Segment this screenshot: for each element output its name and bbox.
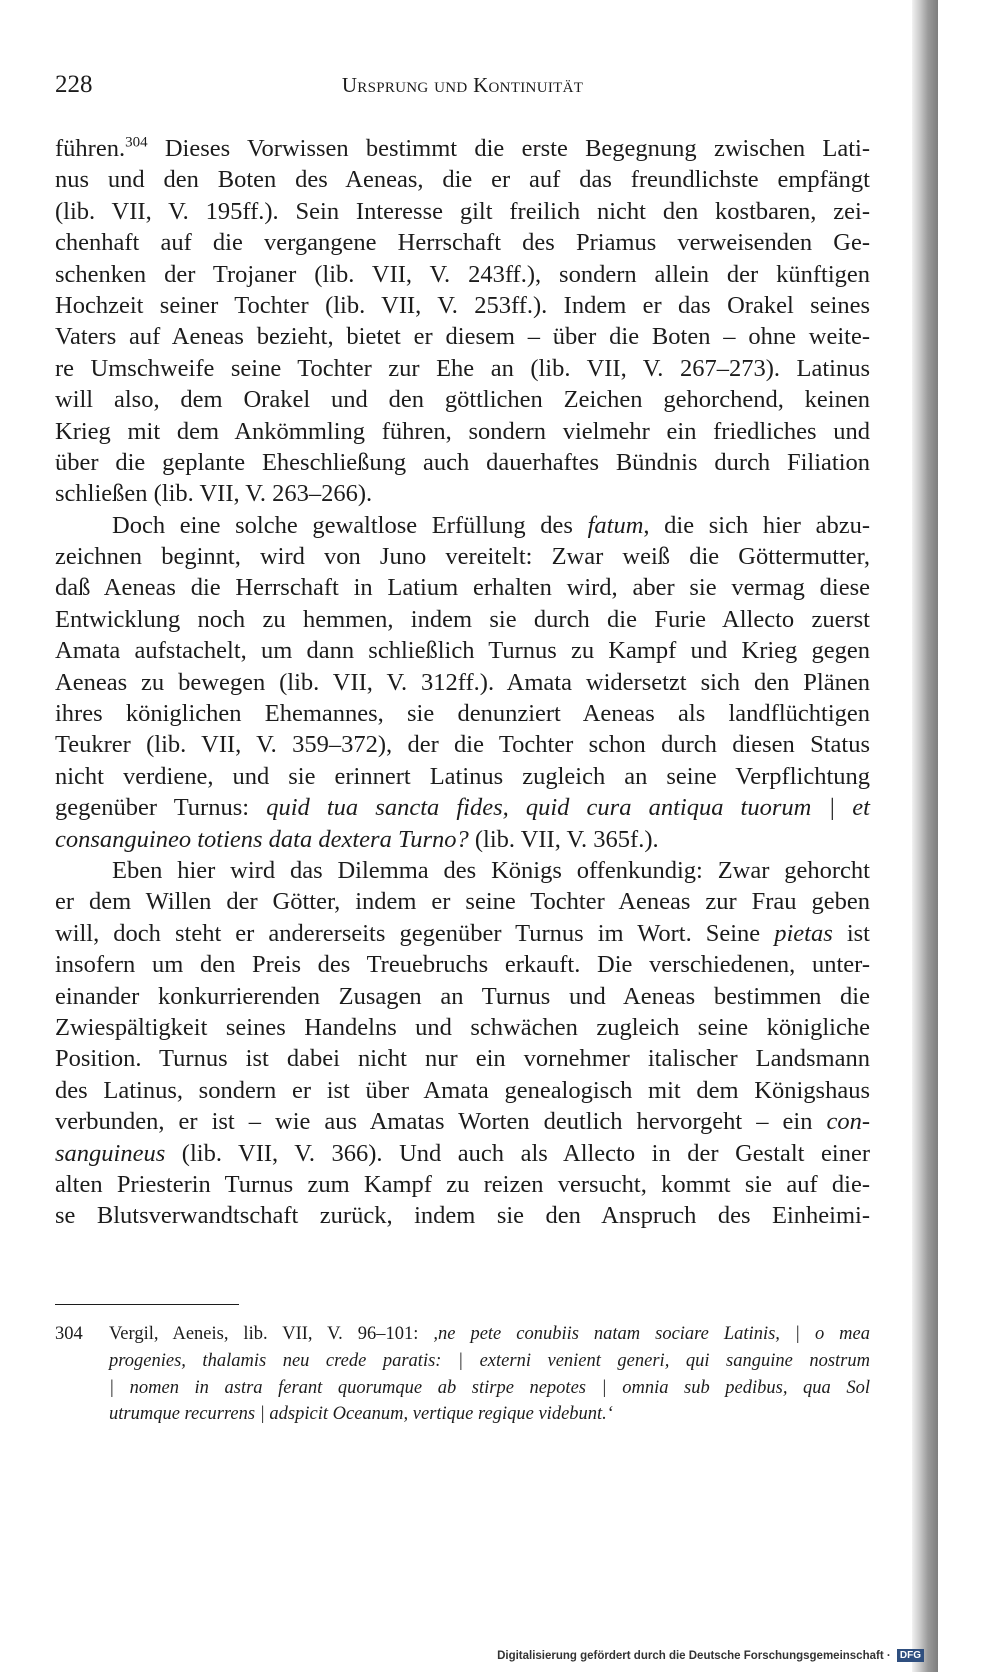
body-line: einander konkurrierenden Zusagen an Turnus und Aeneas bestimmen die	[55, 982, 870, 1010]
footnote-line: Vergil, Aeneis, lib. VII, V. 96–101: ,ne pete conubiis natam sociare Latinis, | o mea	[109, 1324, 870, 1344]
body-line: des Latinus, sondern er ist über Amata genealogisch mit dem Königshaus	[55, 1076, 870, 1104]
body-line: Zwiespältigkeit seines Handelns und schwächen zugleich seine königliche	[55, 1013, 870, 1041]
body-line: chenhaft auf die vergangene Herrschaft des Priamus verweisenden Ge-	[55, 229, 870, 257]
footnote-separator	[55, 1304, 239, 1305]
latin-term: pietas	[774, 919, 833, 947]
body-line: über die geplante Eheschließung auch dauerhaftes Bündnis durch Filiation	[55, 448, 870, 476]
digitization-credit: Digitalisierung gefördert durch die Deutsche Forschungsgemeinschaft · DFG	[497, 1649, 924, 1662]
body-line: will also, dem Orakel und den göttlichen Zeichen gehorchend, keinen	[55, 386, 870, 414]
body-line: Hochzeit seiner Tochter (lib. VII, V. 253ff.). Indem er das Orakel seines	[55, 291, 870, 319]
footnote-text	[109, 1321, 870, 1428]
body-line: re Umschweife seine Tochter zur Ehe an (lib. VII, V. 267–273). Latinus	[55, 354, 870, 382]
body-line: führen.$^{304}$ Dieses Vorwissen bestimmt die erste Begegnung zwischen Lati-	[55, 134, 870, 162]
body-line: schenken der Trojaner (lib. VII, V. 243ff.), sondern allein der künftigen	[55, 260, 870, 288]
body-line: Entwicklung noch zu hemmen, indem sie durch die Furie Allecto zuerst	[55, 605, 870, 633]
body-line: Doch eine solche gewaltlose Erfüllung des fatum, die sich hier abzu-	[112, 511, 870, 539]
page-header	[55, 68, 870, 102]
body-line: alten Priesterin Turnus zum Kampf zu reizen versucht, kommt sie auf die-	[55, 1170, 870, 1198]
latin-term: sanguineus	[55, 1139, 166, 1167]
latin-term: con-	[826, 1108, 870, 1136]
body-line: se Blutsverwandtschaft zurück, indem sie den Anspruch des Einheimi-	[55, 1202, 870, 1230]
latin-term: fatum	[587, 511, 644, 539]
body-line: er dem Willen der Götter, indem er seine Tochter Aeneas zur Frau geben	[55, 888, 870, 916]
footnote-line: | nomen in astra ferant quorumque ab stirpe nepotes | omnia sub pedibus, qua Sol	[109, 1377, 870, 1398]
body-line: Aeneas zu bewegen (lib. VII, V. 312ff.). Amata widersetzt sich den Plänen	[55, 668, 870, 696]
body-line: Krieg mit dem Ankömmling führen, sondern vielmehr ein friedliches und	[55, 417, 870, 445]
footnote-marker: 304	[55, 1324, 83, 1344]
body-line: nus und den Boten des Aeneas, die er auf das freundlichste empfängt	[55, 166, 870, 194]
body-text	[55, 133, 870, 1232]
body-line: verbunden, er ist – wie aus Amatas Worten deutlich hervorgeht – ein con-	[55, 1108, 870, 1136]
dfg-logo: DFG	[897, 1649, 924, 1662]
body-line: gegenüber Turnus: quid tua sancta fides, quid cura antiqua tuorum | et	[55, 794, 870, 822]
body-line: Vaters auf Aeneas bezieht, bietet er diesem – über die Boten – ohne weite-	[55, 323, 870, 351]
running-title: Ursprung und Kontinuität	[341, 73, 584, 97]
body-line: Position. Turnus ist dabei nicht nur ein vornehmer italischer Landsmann	[55, 1045, 870, 1073]
footnote-line: progenies, thalamis neu crede paratis: | externi venient generi, qui sanguine nostrum	[109, 1350, 870, 1371]
body-line: ihres königlichen Ehemannes, sie denunziert Aeneas als landflüchtigen	[55, 700, 870, 728]
latin-quote: quid tua sancta fides, quid cura antiqua tuorum | et	[266, 794, 870, 822]
page-number: 228	[55, 71, 93, 98]
body-line: consanguineo totiens data dextera Turno? (lib. VII, V. 365f.).	[55, 825, 659, 853]
footnote-reference[interactable]: 304	[125, 134, 148, 151]
body-line: sanguineus (lib. VII, V. 366). Und auch als Allecto in der Gestalt einer	[55, 1139, 870, 1167]
body-line: schließen (lib. VII, V. 263–266).	[55, 480, 373, 508]
body-line: will, doch steht er andererseits gegenüber Turnus im Wort. Seine pietas ist	[55, 919, 870, 947]
body-line: (lib. VII, V. 195ff.). Sein Interesse gilt freilich nicht den kostbaren, zei-	[55, 197, 870, 225]
scan-edge-shadow	[912, 0, 938, 1672]
footnote-line: utrumque recurrens | adspicit Oceanum, vertique regique videbunt.‘	[109, 1404, 613, 1425]
latin-quote: ,ne pete conubiis natam sociare Latinis, | o mea	[433, 1324, 870, 1344]
latin-quote: consanguineo totiens data dextera Turno?	[55, 825, 469, 853]
body-line: nicht verdiene, und sie erinnert Latinus zugleich an seine Verpflichtung	[55, 762, 870, 790]
body-line: Eben hier wird das Dilemma des Königs offenkundig: Zwar gehorcht	[112, 856, 870, 884]
body-line: Amata aufstachelt, um dann schließlich Turnus zu Kampf und Krieg gegen	[55, 637, 870, 665]
body-line: zeichnen beginnt, wird von Juno vereitelt: Zwar weiß die Göttermutter,	[55, 543, 870, 571]
body-line: Teukrer (lib. VII, V. 359–372), der die Tochter schon durch diesen Status	[55, 731, 870, 759]
body-line: insofern um den Preis des Treuebruchs erkauft. Die verschiedenen, unter-	[55, 951, 870, 979]
body-line: daß Aeneas die Herrschaft in Latium erhalten wird, aber sie vermag diese	[55, 574, 870, 602]
